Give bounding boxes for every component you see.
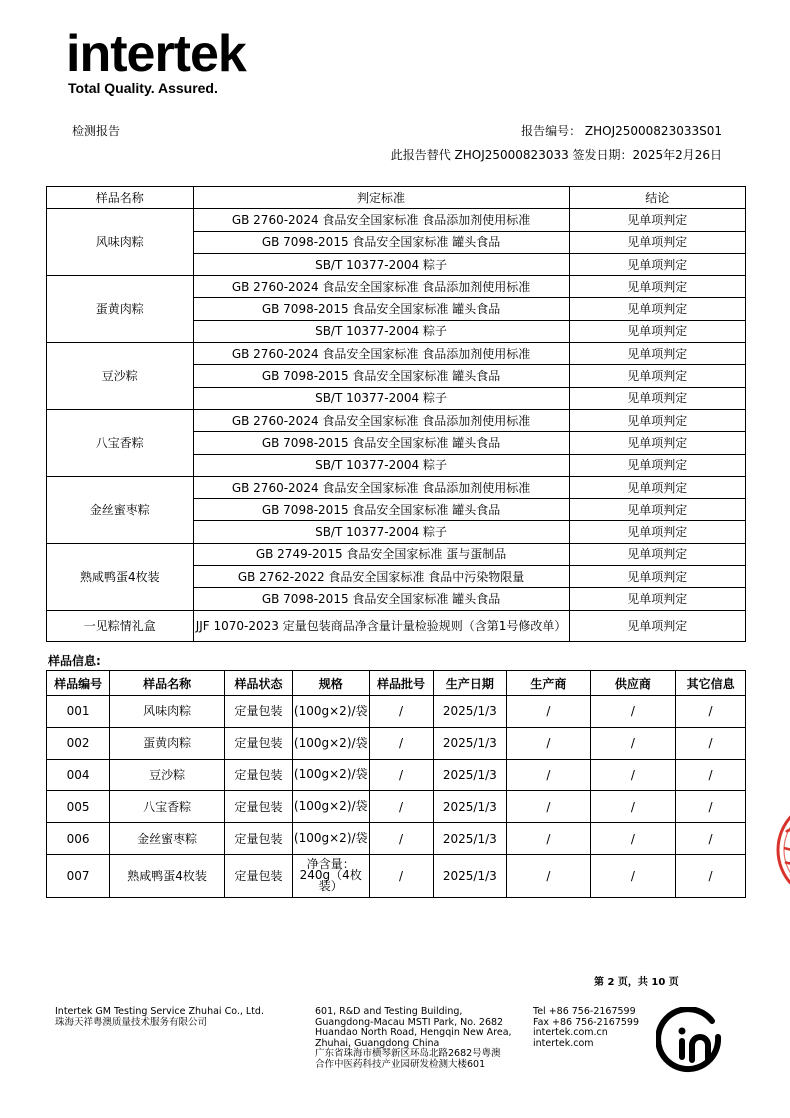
supplier: / (590, 696, 675, 728)
footer-company-en: Intertek GM Testing Service Zhuhai Co., Ltd. (55, 1006, 264, 1017)
result-cell: 见单项判定 (569, 566, 746, 588)
result-cell: 见单项判定 (569, 432, 746, 454)
header-sample-name: 样品名称 (110, 671, 225, 696)
sample-name: 蛋黄肉粽 (110, 727, 225, 759)
sample-batch: / (369, 823, 433, 855)
sample-name-cell: 八宝香粽 (47, 409, 194, 476)
sample-batch: / (369, 854, 433, 897)
standard-cell: JJF 1070-2023 定量包装商品净含量计量检验规则（含第1号修改单） (193, 610, 569, 641)
standard-cell: GB 2760-2024 食品安全国家标准 食品添加剂使用标准 (193, 476, 569, 498)
sample-state: 定量包装 (225, 854, 293, 897)
sample-spec: (100g×2)/袋 (292, 696, 369, 728)
header-conclusion: 结论 (569, 187, 746, 209)
sample-spec: (100g×2)/袋 (292, 727, 369, 759)
document-type: 检测报告 (72, 124, 121, 138)
standard-cell: GB 7098-2015 食品安全国家标准 罐头食品 (193, 432, 569, 454)
sample-name-cell: 风味肉粽 (47, 209, 194, 276)
result-cell: 见单项判定 (569, 209, 746, 231)
result-cell: 见单项判定 (569, 365, 746, 387)
sample-name: 金丝蜜枣粽 (110, 823, 225, 855)
sample-name: 豆沙粽 (110, 759, 225, 791)
standards-header-row (47, 187, 746, 209)
intertek-in-icon (656, 1007, 728, 1079)
header-batch: 样品批号 (369, 671, 433, 696)
standard-cell: GB 7098-2015 食品安全国家标准 罐头食品 (193, 298, 569, 320)
footer-fax: Fax +86 756-2167599 (533, 1016, 639, 1028)
table-row (47, 543, 746, 565)
sample-name-cell: 熟咸鸭蛋4枚装 (47, 543, 194, 610)
standard-cell: SB/T 10377-2004 粽子 (193, 521, 569, 543)
sample-state: 定量包装 (225, 759, 293, 791)
standard-cell: SB/T 10377-2004 粽子 (193, 253, 569, 275)
other-info: / (676, 727, 746, 759)
header-manufacturer: 生产商 (507, 671, 591, 696)
footer-address-line: Huandao North Road, Hengqin New Area, (315, 1027, 512, 1038)
table-row (47, 409, 746, 431)
result-cell: 见单项判定 (569, 610, 746, 641)
sample-id: 005 (47, 791, 110, 823)
footer-contact (533, 1007, 639, 1049)
sample-name: 风味肉粽 (110, 696, 225, 728)
sample-id: 004 (47, 759, 110, 791)
header-spec: 规格 (292, 671, 369, 696)
standard-cell: GB 2760-2024 食品安全国家标准 食品添加剂使用标准 (193, 276, 569, 298)
table-row (47, 727, 746, 759)
sample-state: 定量包装 (225, 696, 293, 728)
manufacturer: / (507, 854, 591, 897)
result-cell: 见单项判定 (569, 588, 746, 610)
sample-state: 定量包装 (225, 823, 293, 855)
table-row (47, 209, 746, 231)
result-cell: 见单项判定 (569, 499, 746, 521)
sample-info-title: 样品信息: (48, 654, 101, 668)
standard-cell: GB 2749-2015 食品安全国家标准 蛋与蛋制品 (193, 543, 569, 565)
footer-address (315, 1007, 512, 1070)
sample-header-row (47, 671, 746, 696)
sample-batch: / (369, 727, 433, 759)
sample-name-cell: 一见粽情礼盒 (47, 610, 194, 641)
standard-cell: GB 2760-2024 食品安全国家标准 食品添加剂使用标准 (193, 409, 569, 431)
result-cell: 见单项判定 (569, 343, 746, 365)
table-row (47, 854, 746, 897)
production-date: 2025/1/3 (433, 727, 507, 759)
supplier: / (590, 727, 675, 759)
table-row (47, 276, 746, 298)
result-cell: 见单项判定 (569, 387, 746, 409)
production-date: 2025/1/3 (433, 696, 507, 728)
manufacturer: / (507, 823, 591, 855)
standard-cell: SB/T 10377-2004 粽子 (193, 454, 569, 476)
sample-spec: (100g×2)/袋 (292, 791, 369, 823)
header-standard: 判定标准 (193, 187, 569, 209)
footer-website-cn: intertek.com.cn (533, 1027, 608, 1038)
logo-tagline: Total Quality. Assured. (68, 80, 218, 96)
supplier: / (590, 759, 675, 791)
logo-wordmark: intertek (66, 25, 246, 83)
sample-name: 八宝香粽 (110, 791, 225, 823)
table-row (47, 343, 746, 365)
standard-cell: SB/T 10377-2004 粽子 (193, 320, 569, 342)
sample-spec: (100g×2)/袋 (292, 759, 369, 791)
footer-company-cn: 珠海天祥粤澳质量技术服务有限公司 (55, 1016, 208, 1028)
manufacturer: / (507, 696, 591, 728)
sample-name: 熟咸鸭蛋4枚装 (110, 854, 225, 897)
standard-cell: GB 7098-2015 食品安全国家标准 罐头食品 (193, 365, 569, 387)
standard-cell: GB 7098-2015 食品安全国家标准 罐头食品 (193, 588, 569, 610)
sample-name-cell: 蛋黄肉粽 (47, 276, 194, 343)
table-row (47, 696, 746, 728)
sample-id: 007 (47, 854, 110, 897)
footer-address-line: Zhuhai, Guangdong China (315, 1037, 440, 1049)
table-row (47, 759, 746, 791)
report-number: 报告编号： ZHOJ25000823033S01 (521, 124, 722, 138)
result-cell: 见单项判定 (569, 543, 746, 565)
other-info: / (676, 854, 746, 897)
standard-cell: GB 7098-2015 食品安全国家标准 罐头食品 (193, 499, 569, 521)
footer-address-line: 广东省珠海市横琴新区环岛北路2682号粤澳 (315, 1048, 501, 1059)
supplier: / (590, 823, 675, 855)
header-sample-name: 样品名称 (47, 187, 194, 209)
sample-name-cell: 豆沙粽 (47, 343, 194, 410)
sample-spec: 净含量：240g（4枚装） (292, 854, 369, 897)
footer-company (55, 1007, 264, 1028)
other-info: / (676, 823, 746, 855)
sample-batch: / (369, 696, 433, 728)
table-row (47, 791, 746, 823)
production-date: 2025/1/3 (433, 823, 507, 855)
standards-table (46, 186, 746, 642)
standard-cell: SB/T 10377-2004 粽子 (193, 387, 569, 409)
footer-address-line: 合作中医药科技产业园研发检测大楼601 (315, 1058, 486, 1070)
standard-cell: GB 2762-2022 食品安全国家标准 食品中污染物限量 (193, 566, 569, 588)
result-cell: 见单项判定 (569, 454, 746, 476)
other-info: / (676, 791, 746, 823)
table-row (47, 610, 746, 641)
result-cell: 见单项判定 (569, 298, 746, 320)
supplier: / (590, 854, 675, 897)
header-production-date: 生产日期 (433, 671, 507, 696)
header-supplier: 供应商 (590, 671, 675, 696)
standard-cell: GB 2760-2024 食品安全国家标准 食品添加剂使用标准 (193, 209, 569, 231)
sample-info-table (46, 670, 746, 898)
sample-id: 001 (47, 696, 110, 728)
footer-tel: Tel +86 756-2167599 (533, 1006, 636, 1017)
result-cell: 见单项判定 (569, 320, 746, 342)
sample-batch: / (369, 791, 433, 823)
sample-state: 定量包装 (225, 791, 293, 823)
sample-id: 006 (47, 823, 110, 855)
other-info: / (676, 696, 746, 728)
sample-id: 002 (47, 727, 110, 759)
sample-batch: / (369, 759, 433, 791)
footer-address-line: Guangdong-Macau MSTI Park, No. 2682 (315, 1016, 504, 1028)
table-row (47, 476, 746, 498)
result-cell: 见单项判定 (569, 276, 746, 298)
page-number: 第 2 页，共 10 页 (594, 977, 679, 988)
table-row (47, 823, 746, 855)
result-cell: 见单项判定 (569, 409, 746, 431)
intertek-logo (66, 25, 246, 96)
result-cell: 见单项判定 (569, 476, 746, 498)
header-sample-id: 样品编号 (47, 671, 110, 696)
supplier: / (590, 791, 675, 823)
footer-website: intertek.com (533, 1037, 594, 1049)
standard-cell: GB 7098-2015 食品安全国家标准 罐头食品 (193, 231, 569, 253)
manufacturer: / (507, 727, 591, 759)
manufacturer: / (507, 759, 591, 791)
production-date: 2025/1/3 (433, 854, 507, 897)
header-sample-state: 样品状态 (225, 671, 293, 696)
sample-name-cell: 金丝蜜枣粽 (47, 476, 194, 543)
seal-stamp-icon (768, 790, 790, 910)
other-info: / (676, 759, 746, 791)
sample-spec: (100g×2)/袋 (292, 823, 369, 855)
header-other-info: 其它信息 (676, 671, 746, 696)
production-date: 2025/1/3 (433, 791, 507, 823)
result-cell: 见单项判定 (569, 253, 746, 275)
result-cell: 见单项判定 (569, 521, 746, 543)
production-date: 2025/1/3 (433, 759, 507, 791)
report-replace-and-date: 此报告替代 ZHOJ25000823033 签发日期：2025年2月26日 (390, 148, 722, 162)
manufacturer: / (507, 791, 591, 823)
standard-cell: GB 2760-2024 食品安全国家标准 食品添加剂使用标准 (193, 343, 569, 365)
footer-address-line: 601, R&D and Testing Building, (315, 1006, 463, 1017)
sample-state: 定量包装 (225, 727, 293, 759)
result-cell: 见单项判定 (569, 231, 746, 253)
